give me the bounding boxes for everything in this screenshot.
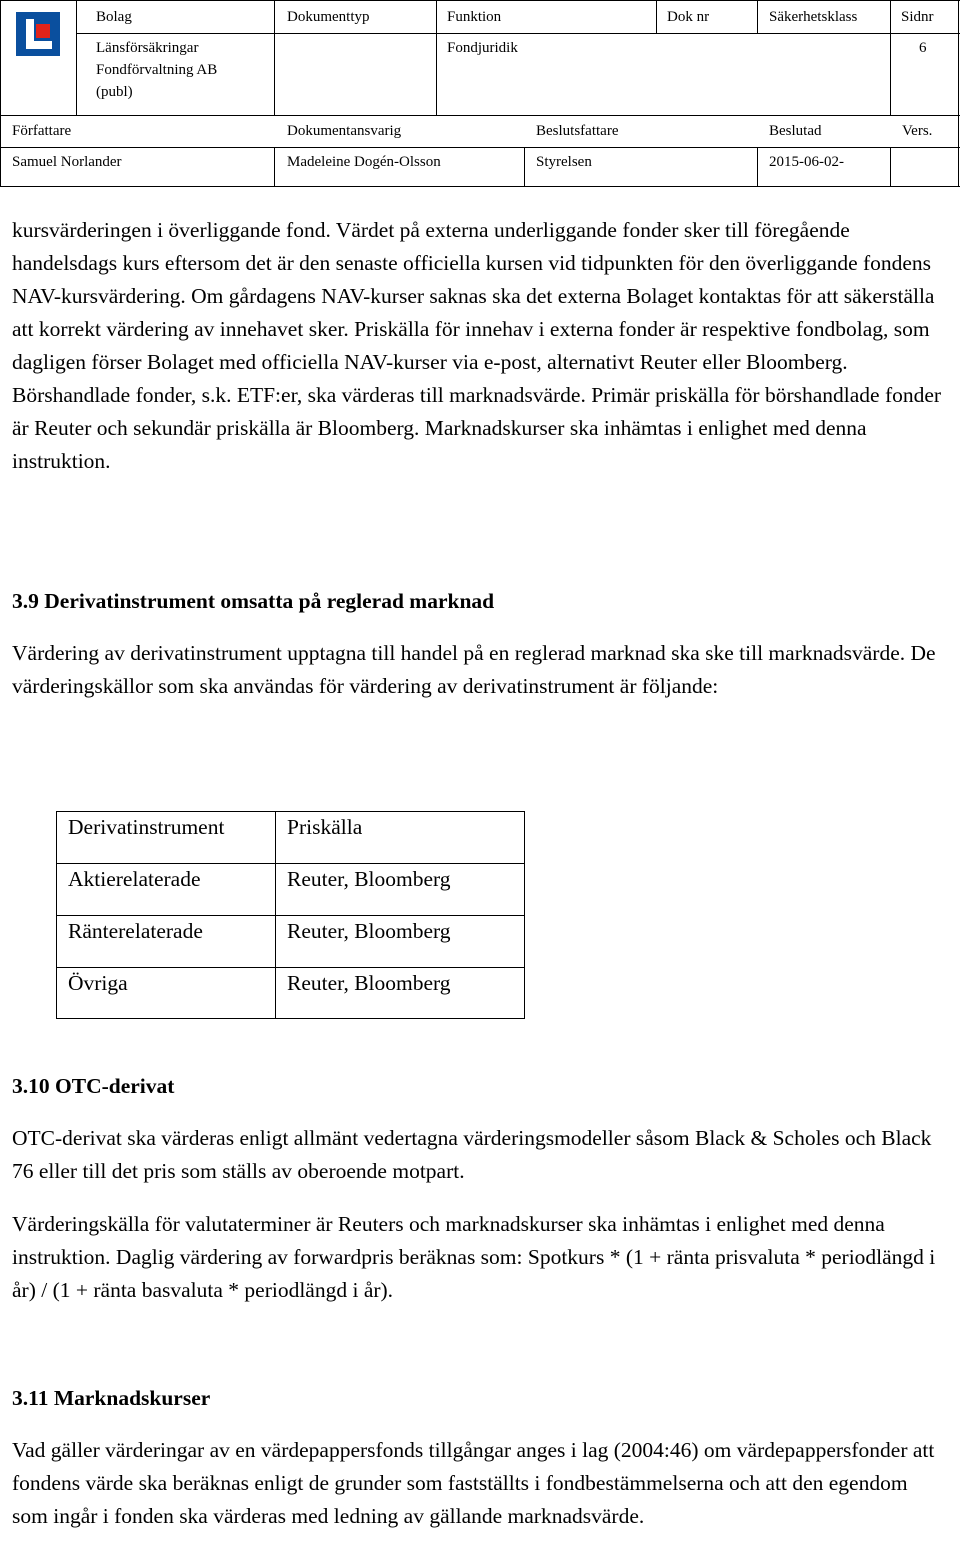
table-header-row [57,812,524,864]
section-3-9-heading: 3.9 Derivatinstrument omsatta på reglerad marknad [12,589,495,613]
header-border-top [0,0,960,1]
header-row1-divider [76,33,960,34]
header-label-sidnr: Sidnr [901,9,934,25]
header-row2-divider [0,115,960,116]
header-label-sakerhetsklass: Säkerhetsklass [769,9,858,25]
header-col-divider [890,0,891,115]
header-col-divider [757,0,758,33]
header-col-divider [436,0,437,115]
table-row [57,864,524,916]
table-cell-instrument: Ränterelaterade [68,919,203,943]
header-author-value: Samuel Norlander [12,154,122,170]
intro-paragraph: kursvärderingen i överliggande fond. Värdet på externa underliggande fonder sker till föregående handelsdags kurs eftersom det är den senaste officiella kursen vid tidpunkten för den överliggande fondens NAV-kursvärdering. Om gårdagens NAV-kurser saknas ska det externa Bolaget kontaktas för att säkerställa att korrekt värdering av innehavet sker. Priskälla för innehav i externa fonder är respektive fondbolag, som dagligen förser Bolaget med officiella NAV-kurser via e-post, alternativt Reuter eller Bloomberg. Börshandlade fonder, s.k. ETF:er, ska värderas till marknadsvärde. Primär priskälla för börshandlade fonder är Reuter och sekundär priskälla är Bloomberg. Marknadskurser ska inhämtas i enlighet med denna instruktion. [12,218,942,473]
header-col-divider [274,0,275,115]
header-border-right [958,0,959,187]
table-cell-instrument: Övriga [68,971,128,995]
table-row [57,968,524,1020]
section-3-10-paragraph-2: Värderingskälla för valutaterminer är Reuters och marknadskurser ska inhämtas i enlighet med denna instruktion. Daglig värdering av forwardpris beräknas som: Spotkurs * (1 + ränta prisvaluta * periodlängd i år) / (1 + ränta basvaluta * periodlängd i år). [12,1212,936,1302]
section-3-10-paragraph-1: OTC-derivat ska värderas enligt allmänt vedertagna värderingsmodeller såsom Black & Scholes och Black 76 eller till det pris som ställs av oberoende motpart. [12,1126,932,1183]
table-header-priskalla: Priskälla [287,815,363,839]
header-company-line: Fondförvaltning AB [96,62,218,78]
header-col-divider [274,147,275,187]
table-cell-source: Reuter, Bloomberg [287,919,451,943]
document-header [0,0,960,188]
header-border-bottom [0,186,960,187]
header-label-funktion: Funktion [447,9,502,25]
header-label-dok-nr: Dok nr [667,9,710,25]
header-label-version: Vers. [902,123,933,139]
header-logo-divider [76,0,77,115]
section-3-9-paragraph: Värdering av derivatinstrument upptagna till handel på en reglerad marknad ska ske till marknadsvärde. De värderingskällor som ska användas för värdering av derivatinstrument är följande: [12,641,936,698]
header-col-divider [656,0,657,33]
header-label-beslutsfattare: Beslutsfattare [536,123,619,139]
table-header-derivatinstrument: Derivatinstrument [68,815,225,839]
table-cell-source: Reuter, Bloomberg [287,867,451,891]
header-company-line: Länsförsäkringar [96,40,199,56]
derivative-price-source-table [56,811,525,1019]
header-label-dokumenttyp: Dokumenttyp [287,9,370,25]
section-3-10-heading: 3.10 OTC-derivat [12,1074,175,1098]
section-3-11-paragraph: Vad gäller värderingar av en värdepappersfonds tillgångar anges i lag (2004:46) om värdepappersfonder att fondens värde ska beräknas enligt de grunder som fastställts i fondbestämmelserna och att den egendom som ingår i fonden ska värderas med ledning av gällande marknadsvärde. [12,1438,935,1528]
header-label-forfattare: Författare [12,123,72,139]
header-row3-divider [0,147,960,148]
header-function-value: Fondjuridik [447,40,518,56]
header-border-left [0,0,1,187]
table-row [57,916,524,968]
section-3-11-heading: 3.11 Marknadskurser [12,1386,211,1410]
header-label-beslutad: Beslutad [769,123,822,139]
header-decision-maker-value: Styrelsen [536,154,592,170]
header-label-bolag: Bolag [96,9,132,25]
header-col-divider [524,147,525,187]
lansforsakringar-logo-icon [16,12,60,56]
header-label-dokumentansvarig: Dokumentansvarig [287,123,402,139]
header-col-divider [890,147,891,187]
header-decided-date-value: 2015-06-02- [769,154,844,170]
header-col-divider [757,147,758,187]
header-company-line: (publ) [96,84,133,100]
header-page-number: 6 [919,40,927,56]
header-doc-owner-value: Madeleine Dogén-Olsson [287,154,441,170]
table-cell-source: Reuter, Bloomberg [287,971,451,995]
table-cell-instrument: Aktierelaterade [68,867,201,891]
